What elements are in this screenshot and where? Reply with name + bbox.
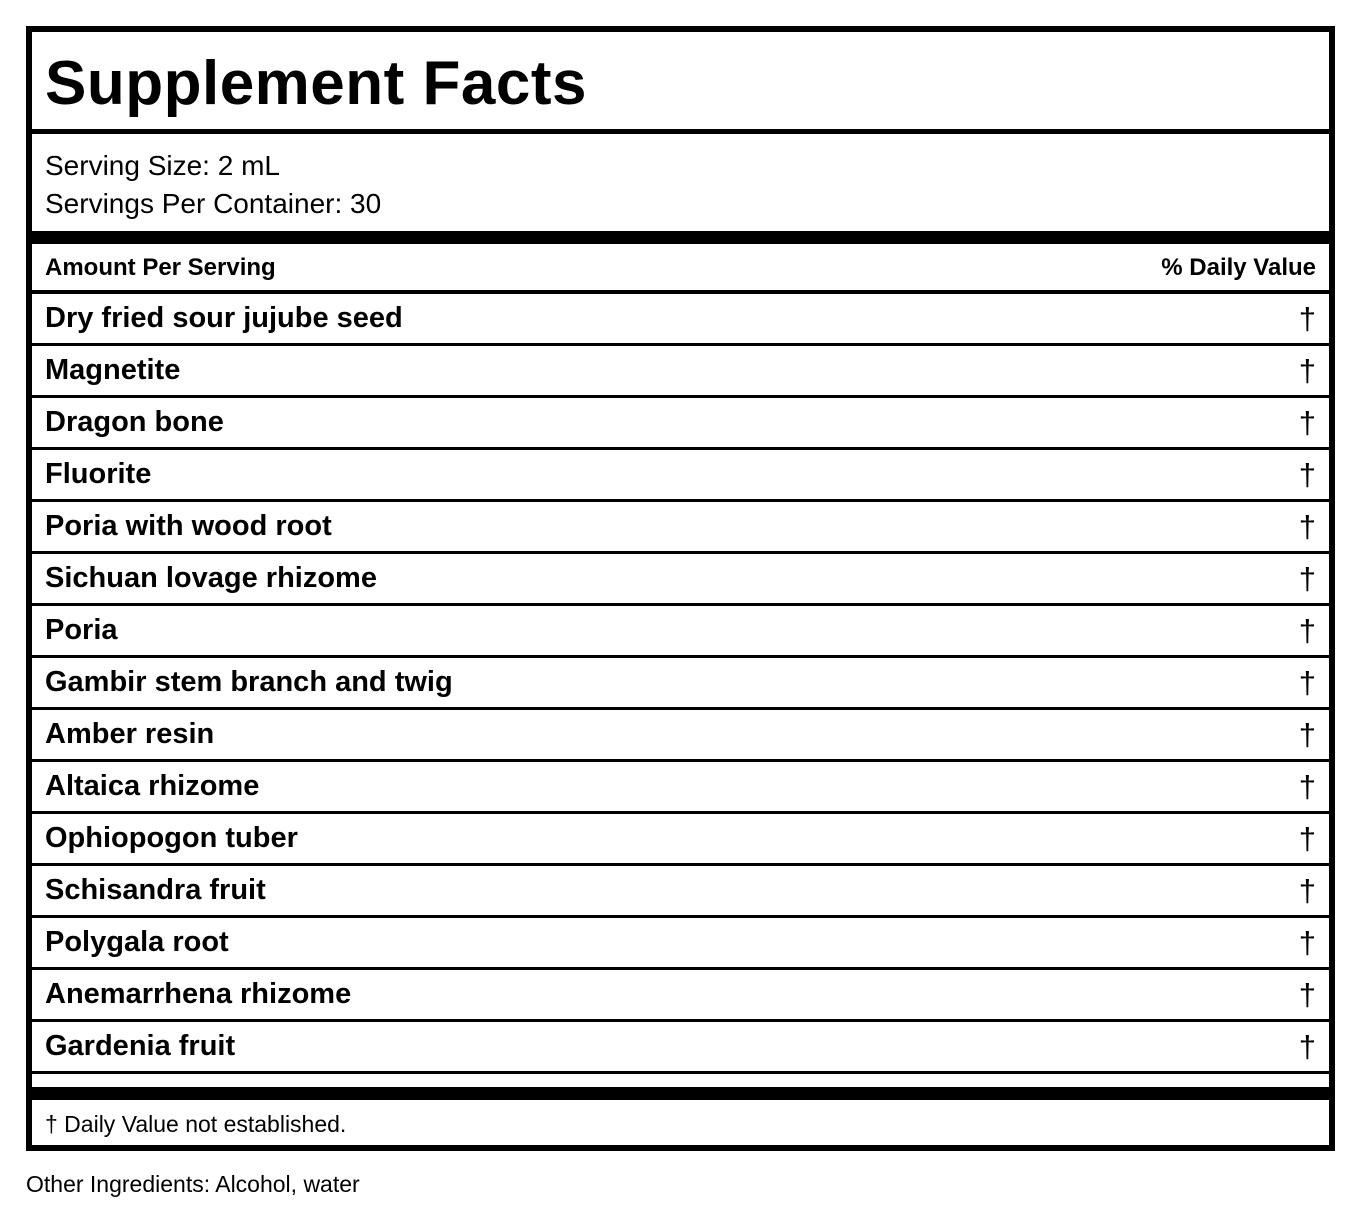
dagger-symbol: † — [1298, 821, 1316, 856]
ingredient-name: Ophiopogon tuber — [45, 822, 298, 854]
dagger-symbol: † — [1298, 873, 1316, 908]
thick-divider — [32, 231, 1329, 244]
ingredient-name: Gardenia fruit — [45, 1030, 236, 1062]
ingredient-row — [32, 502, 1329, 554]
ingredient-row — [32, 658, 1329, 710]
dagger-symbol: † — [1298, 405, 1316, 440]
ingredient-row — [32, 814, 1329, 866]
ingredient-row — [32, 970, 1329, 1022]
ingredient-name: Magnetite — [45, 354, 181, 386]
dagger-symbol: † — [1298, 665, 1316, 700]
ingredient-name: Poria with wood root — [45, 510, 332, 542]
dagger-symbol: † — [1298, 1029, 1316, 1064]
dagger-symbol: † — [1298, 925, 1316, 960]
dagger-symbol: † — [1298, 613, 1316, 648]
ingredient-name: Polygala root — [45, 926, 229, 958]
ingredient-name: Fluorite — [45, 458, 152, 490]
dagger-symbol: † — [1298, 561, 1316, 596]
ingredient-name: Gambir stem branch and twig — [45, 666, 453, 698]
ingredient-row — [32, 398, 1329, 450]
dagger-symbol: † — [1298, 717, 1316, 752]
dagger-symbol: † — [1298, 301, 1316, 336]
ingredient-row — [32, 450, 1329, 502]
ingredient-row — [32, 866, 1329, 918]
footnote: † Daily Value not established. — [45, 1111, 347, 1137]
ingredient-name: Anemarrhena rhizome — [45, 978, 352, 1010]
ingredient-name: Schisandra fruit — [45, 874, 266, 906]
ingredient-row — [32, 710, 1329, 762]
daily-value-header: % Daily Value — [1161, 254, 1316, 281]
serving-size: Serving Size: 2 mL — [45, 150, 280, 181]
supplement-facts-panel — [26, 26, 1335, 1151]
title-divider — [32, 129, 1329, 134]
ingredient-name: Sichuan lovage rhizome — [45, 562, 377, 594]
other-ingredients: Other Ingredients: Alcohol, water — [26, 1171, 360, 1197]
bottom-thick-divider — [32, 1087, 1329, 1100]
servings-per-container: Servings Per Container: 30 — [45, 188, 382, 219]
ingredient-name: Dry fried sour jujube seed — [45, 302, 403, 334]
dagger-symbol: † — [1298, 769, 1316, 804]
ingredient-list — [32, 294, 1329, 1074]
dagger-symbol: † — [1298, 977, 1316, 1012]
ingredient-name: Amber resin — [45, 718, 215, 750]
ingredient-row — [32, 762, 1329, 814]
column-header-row — [32, 244, 1329, 290]
ingredient-row — [32, 346, 1329, 398]
dagger-symbol: † — [1298, 457, 1316, 492]
ingredient-name: Dragon bone — [45, 406, 224, 438]
ingredient-row — [32, 918, 1329, 970]
ingredient-row — [32, 554, 1329, 606]
ingredient-row — [32, 294, 1329, 346]
ingredient-name: Altaica rhizome — [45, 770, 260, 802]
amount-per-serving-header: Amount Per Serving — [45, 254, 276, 281]
ingredient-name: Poria — [45, 614, 118, 646]
panel-title: Supplement Facts — [45, 49, 587, 118]
ingredient-row — [32, 1022, 1329, 1074]
dagger-symbol: † — [1298, 509, 1316, 544]
ingredient-row — [32, 606, 1329, 658]
dagger-symbol: † — [1298, 353, 1316, 388]
